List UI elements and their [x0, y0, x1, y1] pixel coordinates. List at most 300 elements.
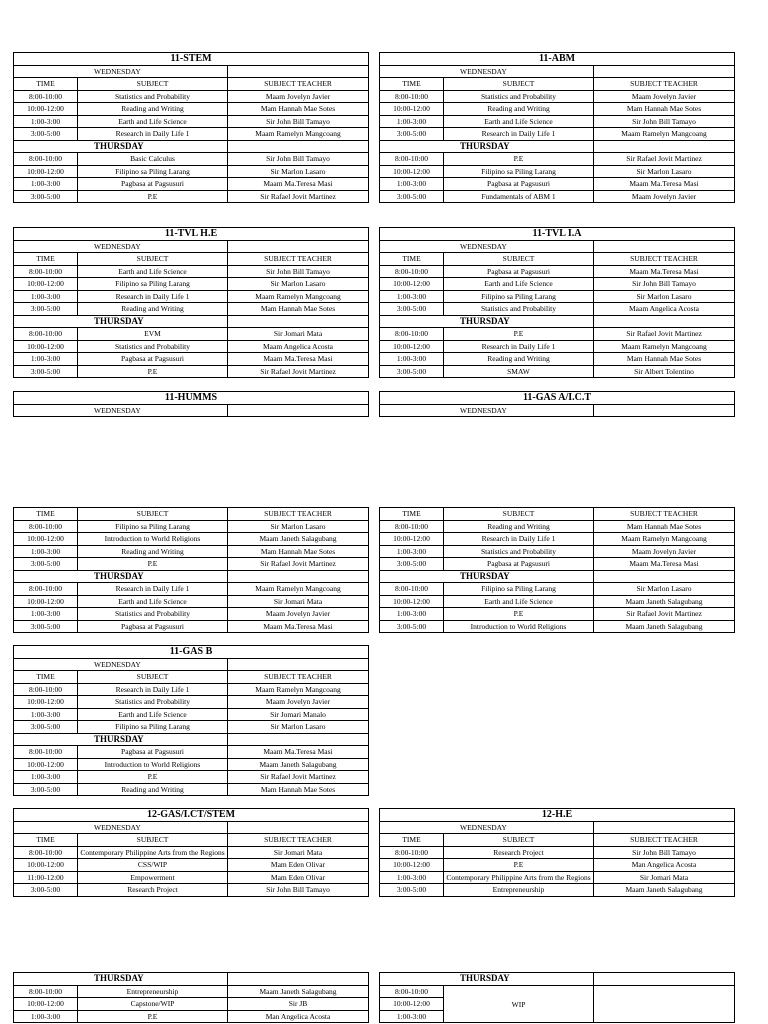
subject-cell: Pagbasa at Pagsusuri: [444, 178, 594, 190]
table-row: [380, 872, 735, 885]
subject-cell: P.E: [444, 859, 594, 871]
subject-cell: Filipino sa Piling Larang: [78, 166, 228, 178]
time-cell: 1:00-3:00: [380, 291, 444, 303]
table-row: [380, 166, 735, 179]
time-cell: 1:00-3:00: [380, 1011, 444, 1023]
table-row: [14, 721, 369, 734]
subject-cell: Earth and Life Science: [78, 116, 228, 128]
subject-cell: Pagbasa at Pagsusuri: [78, 621, 228, 633]
teacher-cell: Man Angelica Acosta: [594, 859, 735, 871]
time-cell: 8:00-10:00: [14, 266, 78, 278]
teacher-cell: Sir John Bill Tamayo: [594, 116, 735, 128]
subject-cell: Filipino sa Piling Larang: [444, 583, 594, 595]
teacher-cell: Maam Ramelyn Mangcoang: [228, 128, 369, 140]
table-row: [14, 684, 369, 697]
teacher-cell: Sir John Bill Tamayo: [228, 153, 369, 165]
subject-cell: Research Project: [444, 847, 594, 859]
teacher-cell: Sir Marlon Lasaro: [228, 166, 369, 178]
teacher-cell: Sir Rafael Jovit Martinez: [594, 608, 735, 620]
subject-cell: Statistics and Probability: [444, 303, 594, 315]
time-cell: 8:00-10:00: [14, 153, 78, 165]
class-title: 11-GAS B: [14, 646, 369, 658]
subject-cell: P.E: [78, 191, 228, 203]
subject-cell: Reading and Writing: [444, 521, 594, 533]
subject-header: SUBJECT: [444, 834, 594, 846]
block-11-humms-header: [13, 391, 369, 417]
table-row: [14, 771, 369, 784]
teacher-cell: Maam Ma.Teresa Masi: [228, 746, 369, 758]
table-row: [14, 116, 369, 129]
subject-cell: Pagbasa at Pagsusuri: [78, 353, 228, 365]
thursday-label: THURSDAY: [380, 141, 594, 153]
time-header: TIME: [380, 78, 444, 90]
teacher-cell: Sir Rafael Jovit Martinez: [594, 153, 735, 165]
table-row: [14, 521, 369, 534]
wednesday-label: WEDNESDAY: [380, 822, 594, 834]
subject-cell: Earth and Life Science: [78, 266, 228, 278]
teacher-cell: Sir Marlon Lasaro: [594, 166, 735, 178]
time-cell: 3:00-5:00: [380, 128, 444, 140]
class-title: 11-GAS A/I.C.T: [380, 392, 735, 404]
teacher-cell: Sir Rafael Jovit Martinez: [228, 771, 369, 783]
teacher-cell: Maam Ramelyn Mangcoang: [228, 291, 369, 303]
subject-cell: Research in Daily Life 1: [78, 684, 228, 696]
subject-cell: P.E: [78, 366, 228, 378]
time-cell: 8:00-10:00: [14, 521, 78, 533]
time-cell: 8:00-10:00: [14, 91, 78, 103]
class-title: 11-TVL H.E: [14, 228, 369, 240]
teacher-header: SUBJECT TEACHER: [228, 508, 369, 520]
table-row: [14, 759, 369, 772]
teacher-cell: Mam Hannah Mae Sotes: [228, 784, 369, 796]
teacher-cell: Sir JB: [228, 998, 369, 1010]
subject-cell: Reading and Writing: [444, 353, 594, 365]
table-row: [14, 533, 369, 546]
teacher-cell: Maam Ramelyn Mangcoang: [228, 583, 369, 595]
subject-cell: Research in Daily Life 1: [444, 341, 594, 353]
subject-cell: Pagbasa at Pagsusuri: [78, 746, 228, 758]
wednesday-label: WEDNESDAY: [14, 405, 228, 417]
table-row: [14, 847, 369, 860]
teacher-header: SUBJECT TEACHER: [228, 671, 369, 683]
wednesday-label: WEDNESDAY: [380, 405, 594, 417]
time-cell: 3:00-5:00: [14, 128, 78, 140]
time-cell: 1:00-3:00: [380, 116, 444, 128]
teacher-header: SUBJECT TEACHER: [594, 78, 735, 90]
time-header: TIME: [380, 253, 444, 265]
teacher-cell: Sir Rafael Jovit Martinez: [228, 191, 369, 203]
table-row: [14, 153, 369, 166]
teacher-cell: Sir Jomari Manalo: [228, 709, 369, 721]
time-cell: 8:00-10:00: [14, 684, 78, 696]
subject-cell: Filipino sa Piling Larang: [444, 291, 594, 303]
block-11-abm: [379, 52, 735, 203]
class-title: 12-GAS/I.CT/STEM: [14, 809, 369, 821]
teacher-cell: Maam Jovelyn Javier: [594, 546, 735, 558]
subject-cell: Research in Daily Life 1: [78, 128, 228, 140]
time-cell: 8:00-10:00: [380, 847, 444, 859]
block-11-tvl-ia: [379, 227, 735, 378]
teacher-cell: Maam Jovelyn Javier: [228, 91, 369, 103]
teacher-cell: Man Angelica Acosta: [228, 1011, 369, 1023]
teacher-cell: Sir Jomari Mata: [228, 328, 369, 340]
time-cell: 8:00-10:00: [380, 153, 444, 165]
teacher-cell: Maam Angelica Acosta: [594, 303, 735, 315]
time-cell: 10:00-12:00: [14, 278, 78, 290]
teacher-cell: Maam Ramelyn Mangcoang: [594, 533, 735, 545]
block-11-gas-a-body: [379, 507, 735, 633]
subject-cell: Introduction to World Religions: [444, 621, 594, 633]
time-cell: 1:00-3:00: [14, 709, 78, 721]
class-title: 11-ABM: [380, 53, 735, 65]
table-row: [14, 558, 369, 571]
teacher-cell: Maam Ma.Teresa Masi: [228, 178, 369, 190]
table-row: [14, 178, 369, 191]
subject-cell: Contemporary Philippine Arts from the Regions: [78, 847, 228, 859]
time-cell: 3:00-5:00: [14, 784, 78, 796]
time-header: TIME: [14, 508, 78, 520]
teacher-cell: Maam Janeth Salagubang: [594, 621, 735, 633]
teacher-cell: Maam Janeth Salagubang: [594, 884, 735, 896]
time-cell: 1:00-3:00: [380, 872, 444, 884]
time-cell: 8:00-10:00: [14, 583, 78, 595]
table-row: [14, 166, 369, 179]
teacher-cell: Maam Ma.Teresa Masi: [228, 353, 369, 365]
table-row: [14, 746, 369, 759]
time-cell: 8:00-10:00: [14, 847, 78, 859]
table-row: [14, 266, 369, 279]
wednesday-label: WEDNESDAY: [14, 659, 228, 671]
teacher-cell: Sir Rafael Jovit Martinez: [228, 366, 369, 378]
teacher-cell: Sir Marlon Lasaro: [228, 521, 369, 533]
table-row: [380, 546, 735, 559]
teacher-cell: Mam Hannah Mae Sotes: [228, 546, 369, 558]
time-cell: 10:00-12:00: [14, 998, 78, 1010]
table-row: [380, 521, 735, 534]
subject-header: SUBJECT: [444, 508, 594, 520]
teacher-cell: Sir Marlon Lasaro: [228, 278, 369, 290]
table-row: [14, 986, 369, 999]
subject-cell: Earth and Life Science: [78, 709, 228, 721]
subject-cell: Pagbasa at Pagsusuri: [444, 558, 594, 570]
subject-header: SUBJECT: [444, 78, 594, 90]
subject-cell: Statistics and Probability: [78, 341, 228, 353]
table-row: [14, 128, 369, 141]
time-cell: 3:00-5:00: [14, 558, 78, 570]
table-row: [380, 558, 735, 571]
table-row: [14, 278, 369, 291]
block-12-he: [379, 808, 735, 897]
table-row: [14, 596, 369, 609]
teacher-cell: Sir Marlon Lasaro: [228, 721, 369, 733]
teacher-cell: Mam Hannah Mae Sotes: [228, 303, 369, 315]
block-11-stem: [13, 52, 369, 203]
table-row: [380, 341, 735, 354]
table-row: [14, 366, 369, 379]
teacher-header: SUBJECT TEACHER: [594, 508, 735, 520]
time-cell: 1:00-3:00: [380, 608, 444, 620]
subject-cell: WIP: [444, 986, 594, 1024]
subject-header: SUBJECT: [78, 78, 228, 90]
time-header: TIME: [380, 508, 444, 520]
table-row: [380, 328, 735, 341]
table-row: [14, 91, 369, 104]
time-cell: 8:00-10:00: [14, 746, 78, 758]
subject-cell: P.E: [444, 328, 594, 340]
table-row: [14, 784, 369, 797]
teacher-cell: Maam Angelica Acosta: [228, 341, 369, 353]
teacher-cell: Maam Ma.Teresa Masi: [594, 558, 735, 570]
table-row: [380, 596, 735, 609]
subject-cell: P.E: [444, 608, 594, 620]
table-row: [380, 178, 735, 191]
time-cell: 10:00-12:00: [380, 998, 444, 1010]
subject-cell: P.E: [78, 771, 228, 783]
time-cell: 10:00-12:00: [14, 696, 78, 708]
teacher-header: SUBJECT TEACHER: [228, 834, 369, 846]
time-cell: 3:00-5:00: [14, 191, 78, 203]
subject-cell: Filipino sa Piling Larang: [444, 166, 594, 178]
subject-cell: Earth and Life Science: [444, 116, 594, 128]
table-row: [380, 583, 735, 596]
subject-cell: Reading and Writing: [78, 303, 228, 315]
table-row: [380, 533, 735, 546]
teacher-cell: Mam Eden Olivar: [228, 859, 369, 871]
wednesday-label: WEDNESDAY: [14, 822, 228, 834]
table-row: [14, 1011, 369, 1024]
time-cell: 3:00-5:00: [380, 884, 444, 896]
time-header: TIME: [14, 671, 78, 683]
teacher-cell: Sir John Bill Tamayo: [594, 278, 735, 290]
block-11-gas-b: [13, 645, 369, 796]
thursday-label: THURSDAY: [14, 571, 228, 583]
time-cell: 10:00-12:00: [14, 103, 78, 115]
teacher-cell: Sir Jomari Mata: [594, 872, 735, 884]
thursday-label: THURSDAY: [14, 973, 228, 985]
subject-header: SUBJECT: [78, 671, 228, 683]
time-cell: 3:00-5:00: [380, 366, 444, 378]
time-cell: 1:00-3:00: [14, 291, 78, 303]
teacher-cell: Sir John Bill Tamayo: [228, 884, 369, 896]
time-cell: 8:00-10:00: [380, 91, 444, 103]
table-row: [14, 191, 369, 204]
subject-cell: Earth and Life Science: [444, 278, 594, 290]
time-cell: 3:00-5:00: [380, 303, 444, 315]
table-row: [14, 608, 369, 621]
table-row: [380, 103, 735, 116]
time-header: TIME: [380, 834, 444, 846]
thursday-label: THURSDAY: [380, 973, 594, 985]
time-cell: 1:00-3:00: [14, 608, 78, 620]
teacher-cell: Sir John Bill Tamayo: [228, 116, 369, 128]
subject-cell: Capstone/WIP: [78, 998, 228, 1010]
teacher-cell: Mam Hannah Mae Sotes: [594, 103, 735, 115]
teacher-cell: Maam Ma.Teresa Masi: [228, 621, 369, 633]
teacher-cell: Sir John Bill Tamayo: [594, 847, 735, 859]
table-row: [380, 266, 735, 279]
table-row: [14, 291, 369, 304]
time-cell: 1:00-3:00: [14, 178, 78, 190]
wednesday-label: WEDNESDAY: [14, 66, 228, 78]
table-row: [380, 91, 735, 104]
subject-cell: CSS/WIP: [78, 859, 228, 871]
time-cell: 1:00-3:00: [380, 178, 444, 190]
teacher-cell: Sir Marlon Lasaro: [594, 291, 735, 303]
teacher-cell: Maam Ramelyn Mangcoang: [594, 341, 735, 353]
subject-cell: Statistics and Probability: [78, 91, 228, 103]
time-cell: 10:00-12:00: [14, 596, 78, 608]
time-cell: 10:00-12:00: [14, 341, 78, 353]
time-header: TIME: [14, 834, 78, 846]
teacher-cell: Sir Albert Tolentino: [594, 366, 735, 378]
table-row: [380, 153, 735, 166]
teacher-cell: Maam Janeth Salagubang: [228, 759, 369, 771]
block-11-gas-a-header: [379, 391, 735, 417]
table-row: [14, 621, 369, 634]
time-cell: 10:00-12:00: [380, 166, 444, 178]
teacher-cell: Sir Jomari Mata: [228, 596, 369, 608]
teacher-cell: Maam Ramelyn Mangcoang: [594, 128, 735, 140]
block-12-gas-ict-stem-thursday: [13, 972, 369, 1023]
table-row: [14, 884, 369, 897]
table-row: [380, 116, 735, 129]
subject-cell: Earth and Life Science: [78, 596, 228, 608]
table-row: [380, 366, 735, 379]
time-cell: 10:00-12:00: [380, 103, 444, 115]
teacher-cell: Maam Ma.Teresa Masi: [594, 178, 735, 190]
table-row: [380, 191, 735, 204]
subject-cell: Statistics and Probability: [444, 546, 594, 558]
class-title: 12-H.E: [380, 809, 735, 821]
time-cell: 8:00-10:00: [14, 328, 78, 340]
table-row: [14, 328, 369, 341]
subject-cell: Filipino sa Piling Larang: [78, 278, 228, 290]
table-row: [380, 291, 735, 304]
subject-cell: Pagbasa at Pagsusuri: [444, 266, 594, 278]
subject-cell: Earth and Life Science: [444, 596, 594, 608]
time-cell: 1:00-3:00: [380, 353, 444, 365]
subject-cell: Reading and Writing: [78, 546, 228, 558]
teacher-cell: Sir Rafael Jovit Martinez: [228, 558, 369, 570]
thursday-label: THURSDAY: [14, 316, 228, 328]
subject-cell: Introduction to World Religions: [78, 533, 228, 545]
subject-cell: Research in Daily Life 1: [78, 291, 228, 303]
subject-cell: Statistics and Probability: [78, 696, 228, 708]
thursday-label: THURSDAY: [380, 571, 594, 583]
thursday-label: THURSDAY: [14, 734, 228, 746]
table-row: [14, 353, 369, 366]
teacher-cell: Maam Ramelyn Mangcoang: [228, 684, 369, 696]
time-cell: 11:00-12:00: [14, 872, 78, 884]
time-cell: 3:00-5:00: [14, 721, 78, 733]
time-cell: 10:00-12:00: [14, 533, 78, 545]
time-cell: 1:00-3:00: [14, 116, 78, 128]
teacher-cell: Sir Jomari Mata: [228, 847, 369, 859]
wednesday-label: WEDNESDAY: [380, 66, 594, 78]
time-cell: 10:00-12:00: [380, 278, 444, 290]
teacher-cell: Maam Jovelyn Javier: [228, 608, 369, 620]
subject-cell: Reading and Writing: [78, 784, 228, 796]
subject-cell: Research Project: [78, 884, 228, 896]
table-row: [380, 303, 735, 316]
class-title: 11-TVL I.A: [380, 228, 735, 240]
subject-cell: P.E: [444, 153, 594, 165]
time-cell: 1:00-3:00: [14, 353, 78, 365]
subject-cell: Pagbasa at Pagsusuri: [78, 178, 228, 190]
subject-header: SUBJECT: [78, 508, 228, 520]
block-12-gas-ict-stem: [13, 808, 369, 897]
teacher-cell: Mam Hannah Mae Sotes: [594, 353, 735, 365]
teacher-header: SUBJECT TEACHER: [594, 253, 735, 265]
teacher-cell: Maam Jovelyn Javier: [594, 91, 735, 103]
wednesday-label: WEDNESDAY: [380, 241, 594, 253]
subject-cell: P.E: [78, 1011, 228, 1023]
time-cell: 1:00-3:00: [14, 546, 78, 558]
time-cell: 10:00-12:00: [14, 759, 78, 771]
table-row: [14, 583, 369, 596]
table-row: [380, 621, 735, 634]
block-11-humms-body: [13, 507, 369, 633]
block-12-he-thursday: [379, 972, 735, 1023]
time-cell: 3:00-5:00: [380, 191, 444, 203]
time-cell: 10:00-12:00: [380, 859, 444, 871]
time-header: TIME: [14, 78, 78, 90]
time-cell: 10:00-12:00: [380, 341, 444, 353]
subject-cell: Reading and Writing: [444, 103, 594, 115]
subject-header: SUBJECT: [78, 834, 228, 846]
time-cell: 10:00-12:00: [380, 533, 444, 545]
subject-cell: P.E: [78, 558, 228, 570]
teacher-cell: Maam Janeth Salagubang: [228, 986, 369, 998]
teacher-cell: Mam Hannah Mae Sotes: [228, 103, 369, 115]
time-cell: 1:00-3:00: [14, 1011, 78, 1023]
table-row: [380, 128, 735, 141]
table-row: [14, 709, 369, 722]
subject-cell: Entrepreneurship: [78, 986, 228, 998]
teacher-cell: Sir Rafael Jovit Martinez: [594, 328, 735, 340]
time-cell: 8:00-10:00: [380, 986, 444, 998]
table-row: [380, 278, 735, 291]
time-cell: 8:00-10:00: [380, 583, 444, 595]
time-cell: 8:00-10:00: [380, 266, 444, 278]
table-row: [14, 341, 369, 354]
subject-cell: Filipino sa Piling Larang: [78, 521, 228, 533]
time-cell: 8:00-10:00: [14, 986, 78, 998]
time-cell: 10:00-12:00: [14, 166, 78, 178]
teacher-header: SUBJECT TEACHER: [594, 834, 735, 846]
subject-cell: Research in Daily Life 1: [78, 583, 228, 595]
subject-cell: Introduction to World Religions: [78, 759, 228, 771]
table-row: [14, 303, 369, 316]
thursday-label: THURSDAY: [14, 141, 228, 153]
subject-cell: Statistics and Probability: [444, 91, 594, 103]
subject-cell: EVM: [78, 328, 228, 340]
subject-cell: Statistics and Probability: [78, 608, 228, 620]
subject-cell: Empowerment: [78, 872, 228, 884]
teacher-cell: Maam Janeth Salagubang: [594, 596, 735, 608]
teacher-cell: Maam Ma.Teresa Masi: [594, 266, 735, 278]
subject-header: SUBJECT: [444, 253, 594, 265]
subject-cell: Contemporary Philippine Arts from the Regions: [444, 872, 594, 884]
class-title: 11-HUMMS: [14, 392, 369, 404]
time-cell: 3:00-5:00: [380, 558, 444, 570]
time-header: TIME: [14, 253, 78, 265]
table-row: [380, 353, 735, 366]
subject-cell: Filipino sa Piling Larang: [78, 721, 228, 733]
teacher-cell: Maam Janeth Salagubang: [228, 533, 369, 545]
table-row: [14, 103, 369, 116]
time-cell: 8:00-10:00: [380, 328, 444, 340]
